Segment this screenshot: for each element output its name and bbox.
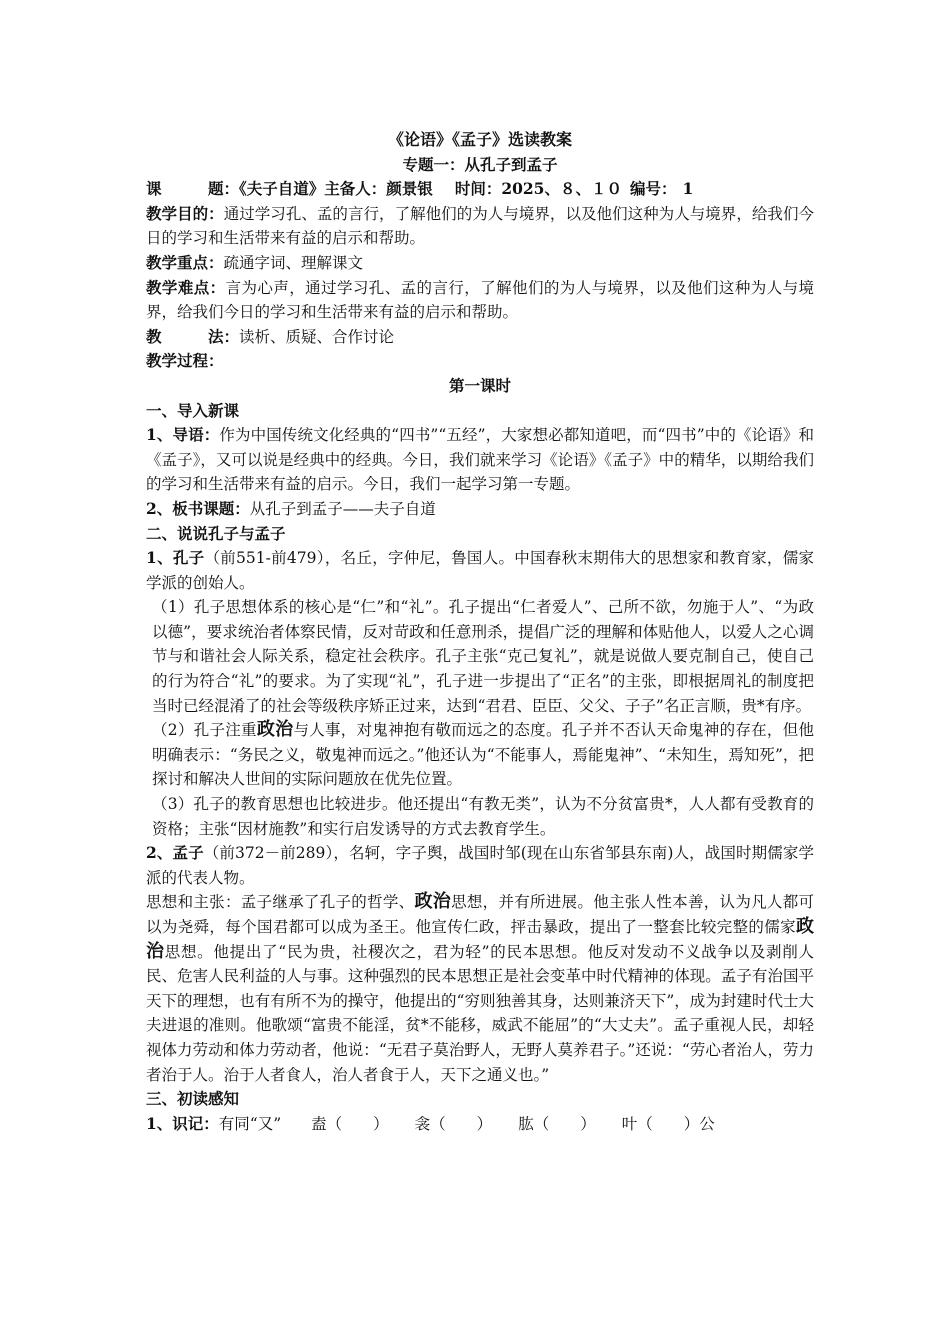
difficulty-text: 言为心声，通过学习孔、孟的言行，了解他们的为人与境界，以及他们这种为人与境界，给我们今日的学习和生活带来有益的启示和帮助。 <box>146 278 814 322</box>
mengzi-thought-emphasis-1: 政治 <box>414 891 452 913</box>
memorize-lead: 有同“又” <box>218 1114 282 1133</box>
section-1-heading: 一、导入新课 <box>146 400 240 420</box>
kongzi-point-2-b: 与人事，对鬼神抱有敬而远之的态度。孔子并不否认天命鬼神的存在，但他明确表示：“务民之义，敬鬼神而远之。”他还认为“不能事人，焉能鬼神”、“未知生，焉知死”，把探讨和解决人世间的实际问题放在优先位置。 <box>152 721 815 789</box>
focus-paragraph <box>146 251 814 276</box>
mengzi-text: （前372－前289），名轲，字子舆，战国时邹(现在山东省邹县东南)人，战国时期儒家学派的代表人物。 <box>146 844 814 887</box>
difficulty-paragraph <box>146 276 814 325</box>
intro-paragraph <box>146 423 814 497</box>
board-title-label: 2、板书课题： <box>146 498 250 518</box>
lesson-title: 第一课时 <box>448 375 511 395</box>
method-label: 教 法： <box>146 326 240 346</box>
mengzi-thought <box>146 890 814 1087</box>
memorize-line <box>146 1112 814 1137</box>
goal-text: 通过学习孔、孟的言行，了解他们的为人与境界，以及他们这种为人与境界，给我们今日的学习和生活带来有益的启示和帮助。 <box>146 204 814 248</box>
mengzi-thought-b: 思想，并有所进展。他主张人性本善，认为凡人都可以为尧舜，每个国君都可以成为圣王。他宣传仁政，抨击暴政，提出了一整套比较完整的儒家 <box>146 893 814 936</box>
course-label: 课 题： <box>146 179 240 199</box>
kongzi-label: 1、孔子 <box>146 548 205 568</box>
time-value: 2025、８、１０ <box>501 179 622 199</box>
process-label: 教学过程： <box>146 351 224 371</box>
intro-label: 1、导语： <box>146 425 220 445</box>
preparer-value: 颜景银 <box>386 179 433 199</box>
course-value: 《夫子自道》 <box>239 179 325 199</box>
goal-paragraph <box>146 202 814 251</box>
kongzi-intro <box>146 546 814 595</box>
kongzi-point-2 <box>146 718 814 792</box>
method-text: 读析、质疑、合作讨论 <box>239 327 395 346</box>
method-paragraph <box>146 325 814 350</box>
preparer-label: 主备人： <box>324 179 387 199</box>
mengzi-thought-a: 思想和主张：孟子继承了孔子的哲学、 <box>146 893 415 912</box>
board-title-paragraph <box>146 497 814 522</box>
kongzi-text: （前551-前479），名丘，字仲尼，鲁国人。中国春秋末期伟大的思想家和教育家，儒家学派的创始人。 <box>146 549 814 592</box>
board-title-text: 从孔子到孟子——夫子自道 <box>249 499 436 518</box>
number-value: 1 <box>682 179 694 199</box>
memorize-label: 1、识记： <box>146 1113 219 1133</box>
kongzi-point-3: （3）孔子的教育思想也比较进步。他还提出“有教无类”，认为不分贫富贵*，人人都有受教育的资格；主张“因材施教”和实行启发诱导的方式去教育学生。 <box>152 795 814 838</box>
intro-text: 作为中国传统文化经典的“四书”“五经”，大家想必都知道吧，而“四书”中的《论语》和《孟子》，又可以说是经典中的经典。今日，我们就来学习《论语》《孟子》中的精华，以期给我们的学习和生活带来有益的启示。今日，我们一起学习第一专题。 <box>146 426 814 494</box>
kongzi-point-2-emphasis: 政治 <box>256 719 294 741</box>
mengzi-label: 2、孟子 <box>146 843 204 863</box>
memorize-item: 衾（ ） <box>414 1114 493 1133</box>
kongzi-point-2-a: （2）孔子注重 <box>152 721 257 740</box>
time-label: 时间： <box>454 179 502 199</box>
document-body <box>146 128 814 1136</box>
goal-label: 教学目的： <box>146 203 224 223</box>
memorize-item: 叶（ ）公 <box>621 1114 715 1133</box>
memorize-item: 肱（ ） <box>518 1114 596 1133</box>
mengzi-intro <box>146 841 814 890</box>
mengzi-thought-emphasis-2: 政治 <box>146 916 814 962</box>
focus-text: 疏通字词、理解课文 <box>223 253 364 272</box>
kongzi-point-1: （1）孔子思想体系的核心是“仁”和“礼”。孔子提出“仁者爱人”、己所不欲，勿施于人”、“为政以德”，要求统治者体察民情，反对苛政和任意刑杀，提倡广泛的理解和体贴他人，以爱人之心调节与和谐社会人际关系，稳定社会秩序。孔子主张“克己复礼”，就是说做人要克制自己，使自己的行为符合“礼”的要求。为了实现“礼”，孔子进一步提出了“正名”的主张，即根据周礼的制度把当时已经混淆了的社会等级秩序矫正过来，达到“君君、臣臣、父父、子子”名正言顺，贵*有序。 <box>152 598 814 715</box>
memorize-item: 盍（ ） <box>311 1114 389 1133</box>
number-label: 编号： <box>629 179 677 199</box>
document-title: 《论语》《孟子》选读教案 <box>387 130 572 149</box>
meta-line <box>146 177 814 202</box>
mengzi-thought-c: 思想。他提出了“民为贵，社稷次之，君为轻”的民本思想。他反对发动不义战争以及剥削人民、危害人民利益的人与事。这种强烈的民本思想正是社会变革中时代精神的体现。孟子有治国平天下的理想，也有有所不为的操守，他提出的“穷则独善其身，达则兼济天下”，成为封建时代士大夫进退的准则。他歌颂“富贵不能淫，贫*不能移，威武不能屈”的“大丈夫”。孟子重视人民，却轻视体力劳动和体力劳动者，他说：“无君子莫治野人，无野人莫养君子。”还说：“劳心者治人，劳力者治于人。治于人者食人，治人者食于人，天下之通义也。” <box>146 942 815 1084</box>
section-3-heading: 三、初读感知 <box>146 1089 240 1109</box>
difficulty-label: 教学难点： <box>146 277 226 297</box>
section-2-heading: 二、说说孔子与孟子 <box>146 523 286 543</box>
focus-label: 教学重点： <box>146 252 224 272</box>
document-subtitle: 专题一：从孔子到孟子 <box>402 154 558 174</box>
